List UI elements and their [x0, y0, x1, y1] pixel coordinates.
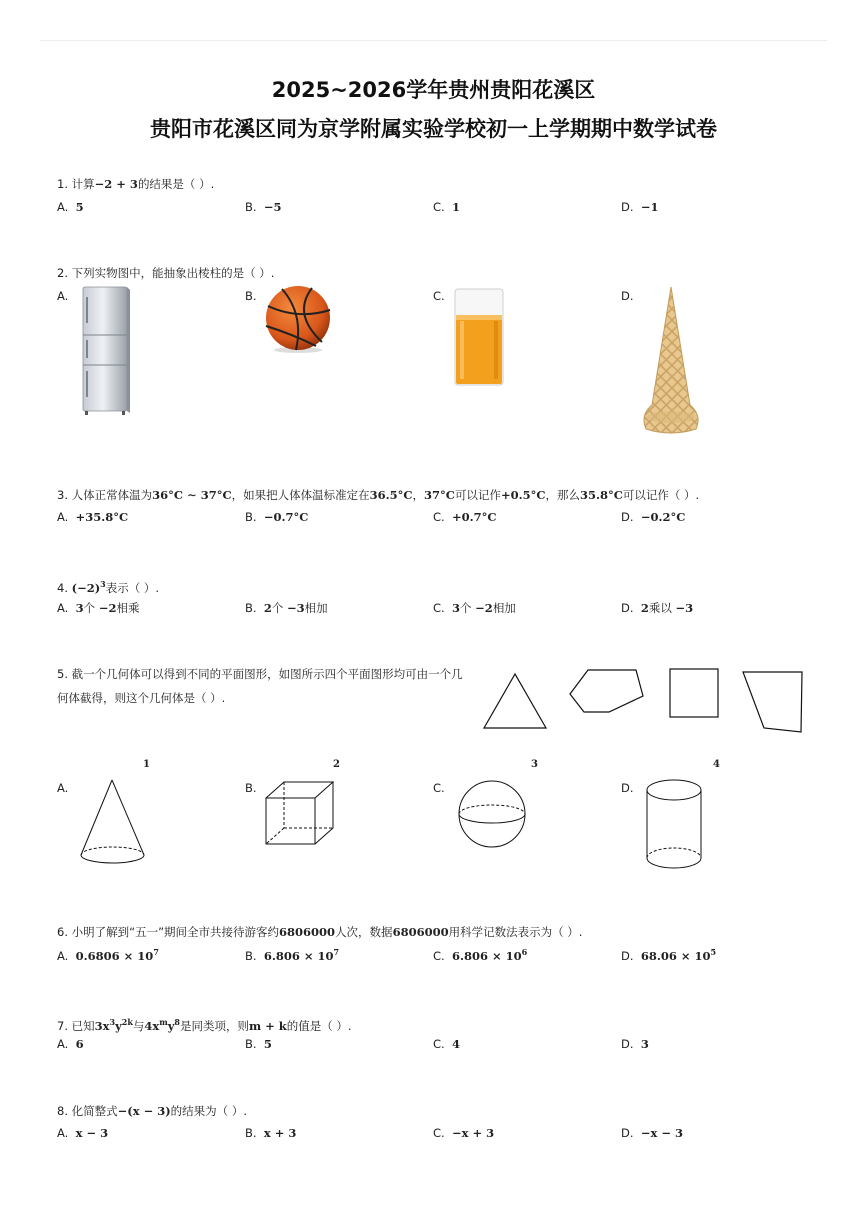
- ice-cream-cone-image[interactable]: [638, 285, 704, 437]
- q3-option-b[interactable]: B. −0.7°C: [245, 510, 309, 524]
- q4-option-d[interactable]: D. 2乘以 −3: [621, 601, 694, 615]
- question-7-stem: 7. 已知$3x^3y^{2k}$与$4x^my^8$是同类项，则m + k的值是（ ）.: [57, 1017, 352, 1033]
- juice-glass-image[interactable]: [452, 287, 506, 387]
- q7-option-b[interactable]: B. 5: [245, 1037, 272, 1051]
- q5-option-d-label[interactable]: D.: [621, 781, 634, 795]
- q1-option-b[interactable]: B. −5: [245, 200, 282, 214]
- question-3-stem: 3. 人体正常体温为36°C ∼ 37°C，如果把人体体温标准定在36.5°C，37°C可以记作+0.5°C，那么35.8°C可以记作（ ）.: [57, 488, 700, 502]
- pentagon-shape: [570, 670, 643, 712]
- q3-option-a[interactable]: A. +35.8°C: [57, 510, 129, 524]
- cone-diagram[interactable]: [76, 776, 150, 868]
- cylinder-diagram[interactable]: [643, 776, 707, 874]
- q6-option-d[interactable]: D. $68.06 \times 10^5$: [621, 947, 717, 963]
- q2-option-d-label[interactable]: D.: [621, 289, 634, 303]
- refrigerator-image[interactable]: [80, 285, 132, 417]
- q8-option-d[interactable]: D. −x − 3: [621, 1126, 683, 1140]
- q4-option-a[interactable]: A. 3个 −2相乘: [57, 601, 140, 615]
- q7-option-c[interactable]: C. 4: [433, 1037, 461, 1051]
- square-shape: [670, 669, 718, 717]
- q1-option-c[interactable]: C. 1: [433, 200, 461, 214]
- question-2-stem: 2. 下列实物图中，能抽象出棱柱的是（ ）.: [57, 266, 275, 280]
- sphere-diagram[interactable]: [454, 778, 530, 850]
- q2-option-a-label[interactable]: A.: [57, 289, 69, 303]
- q5-option-c-label[interactable]: C.: [433, 781, 445, 795]
- q6-option-b[interactable]: B. $6.806 \times 10^7$: [245, 947, 340, 963]
- q6-option-c[interactable]: C. $6.806 \times 10^6$: [433, 947, 528, 963]
- figure-number-2: 2: [333, 759, 340, 770]
- top-divider: [40, 40, 827, 41]
- figure-number-1: 1: [143, 759, 150, 770]
- cube-diagram[interactable]: [262, 778, 338, 850]
- basketball-image[interactable]: [262, 284, 334, 354]
- exam-title-line2: 贵阳市花溪区同为京学附属实验学校初一上学期期中数学试卷: [150, 117, 717, 141]
- q2-option-b-label[interactable]: B.: [245, 289, 257, 303]
- question-5-stem-line2: 何体截得，则这个几何体是（ ）.: [57, 691, 226, 705]
- trapezoid-shape: [743, 672, 802, 732]
- question-5-stem-line1: 5. 截一个几何体可以得到不同的平面图形，如图所示四个平面图形均可由一个几: [57, 667, 463, 681]
- q4-option-b[interactable]: B. 2个 −3相加: [245, 601, 328, 615]
- question-8-stem: 8. 化简整式−(x − 3)的结果为（ ）.: [57, 1104, 247, 1118]
- q6-option-a[interactable]: A. $0.6806 \times 10^7$: [57, 947, 159, 963]
- question-4-stem: 4. $(-2)^3$表示（ ）.: [57, 579, 160, 595]
- q8-option-a[interactable]: A. x − 3: [57, 1126, 109, 1140]
- q4-option-c[interactable]: C. 3个 −2相加: [433, 601, 516, 615]
- figure-number-4: 4: [713, 759, 720, 770]
- q5-option-b-label[interactable]: B.: [245, 781, 257, 795]
- q1-option-d[interactable]: D. −1: [621, 200, 659, 214]
- q8-option-c[interactable]: C. −x + 3: [433, 1126, 495, 1140]
- q2-option-c-label[interactable]: C.: [433, 289, 445, 303]
- q3-option-c[interactable]: C. +0.7°C: [433, 510, 497, 524]
- q7-option-a[interactable]: A. 6: [57, 1037, 84, 1051]
- question-1-stem: 1. 计算−2 + 3的结果是（ ）.: [57, 177, 215, 191]
- cross-section-shapes: [478, 664, 808, 736]
- q5-option-a-label[interactable]: A.: [57, 781, 69, 795]
- question-6-stem: 6. 小明了解到“五一”期间全市共接待游客约6806000人次，数据6806000用科学记数法表示为（ ）.: [57, 925, 583, 939]
- q3-option-d[interactable]: D. −0.2°C: [621, 510, 686, 524]
- exam-title-line1: 2025~2026学年贵州贵阳花溪区: [271, 78, 596, 102]
- q7-option-d[interactable]: D. 3: [621, 1037, 649, 1051]
- triangle-shape: [484, 674, 546, 728]
- q1-option-a[interactable]: A. 5: [57, 200, 84, 214]
- figure-number-3: 3: [531, 759, 538, 770]
- q8-option-b[interactable]: B. x + 3: [245, 1126, 297, 1140]
